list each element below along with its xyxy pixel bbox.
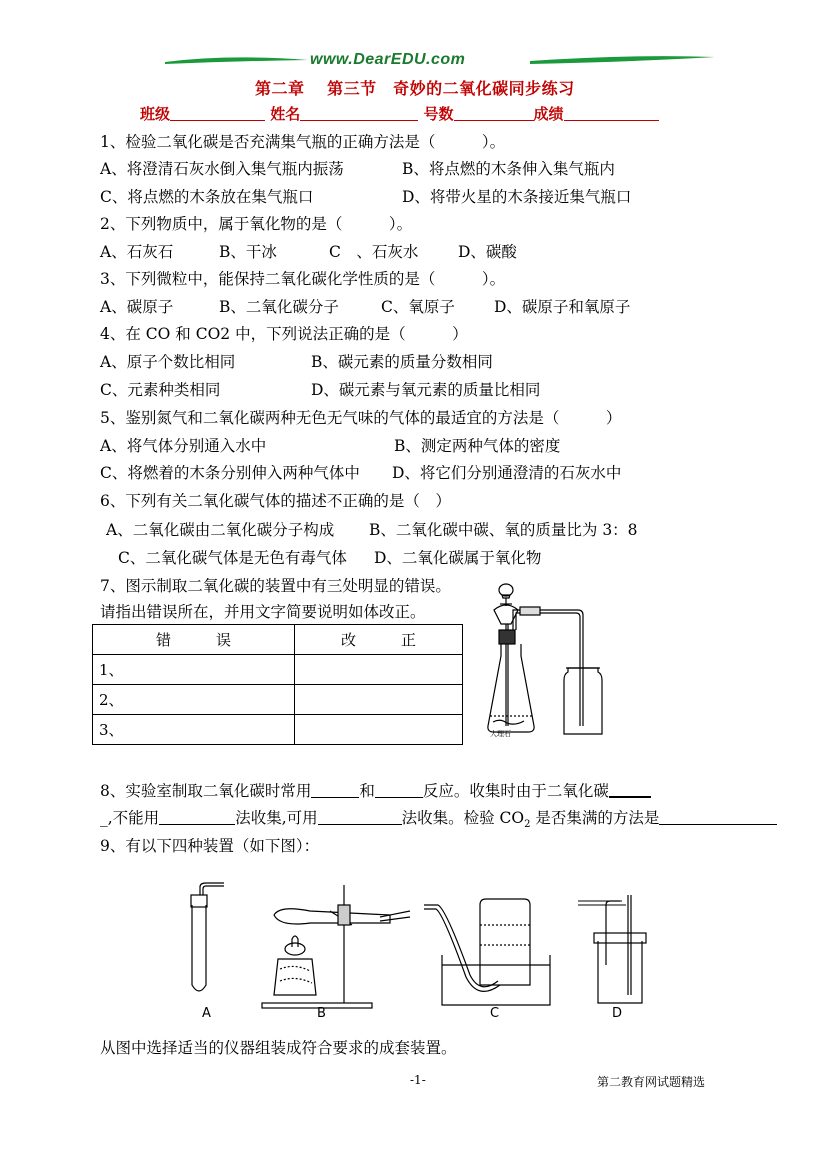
table-cell-error[interactable]: 2、: [93, 685, 295, 715]
site-banner: www.DearEDU.com: [310, 51, 466, 68]
question-4: 4、在 CO 和 CO2 中，下列说法正确的是（ ）: [100, 325, 468, 343]
class-label: 班级: [140, 105, 171, 123]
q8-text-4: _,不能用: [100, 809, 160, 827]
question-9: 9、有以下四种装置（如下图）：: [100, 837, 320, 855]
question-2: 2、下列物质中，属于氧化物的是（ ）。: [100, 215, 413, 233]
question-8-line-1: [100, 780, 651, 801]
q8-subscript: 2: [524, 819, 531, 831]
question-3: 3、下列微粒中，能保持二氧化碳化学性质的是（ ）。: [100, 270, 506, 288]
q1-option-a: A、将澄清石灰水倒入集气瓶内振荡: [100, 160, 344, 178]
table-header-correction: 改 正: [295, 625, 463, 655]
q3-option-b: B、二氧化碳分子: [219, 298, 339, 316]
number-label: 号数: [423, 105, 454, 123]
figure-label-c: C: [490, 1006, 500, 1021]
q8-blank-4[interactable]: [159, 808, 235, 825]
q8-blank-1[interactable]: [311, 781, 359, 798]
table-header-error: 错 误: [93, 625, 295, 655]
student-info-line: [140, 103, 659, 124]
table-cell-correction[interactable]: [295, 655, 463, 685]
q1-option-c: C、将点燃的木条放在集气瓶口: [100, 188, 314, 206]
footer-source: 第二教育网试题精选: [597, 1075, 706, 1089]
number-blank: [454, 104, 534, 121]
q2-option-b: B、干冰: [219, 243, 277, 261]
q2-option-d: D、碳酸: [458, 243, 517, 261]
score-blank: [564, 104, 659, 121]
q4-option-a: A、原子个数比相同: [100, 353, 236, 371]
q5-option-d: D、将它们分别通澄清的石灰水中: [392, 464, 622, 482]
q5-option-b: B、测定两种气体的密度: [394, 437, 561, 455]
table-cell-error[interactable]: 3、: [93, 715, 295, 745]
q3-option-a: A、碳原子: [100, 298, 174, 316]
name-blank: [300, 104, 418, 121]
figure-label-a: A: [202, 1006, 211, 1021]
q2-option-c: C 、石灰水: [329, 243, 419, 261]
name-label: 姓名: [270, 105, 301, 123]
error-table: [92, 624, 463, 745]
q2-option-a: A、石灰石: [100, 243, 174, 261]
apparatus-abcd-figure: [180, 865, 660, 1025]
question-5: 5、鉴别氮气和二氧化碳两种无色无气味的气体的最适宜的方法是（ ）: [100, 409, 622, 427]
question-7: 7、图示制取二氧化碳的装置中有三处明显的错误。: [100, 577, 451, 595]
q8-blank-2[interactable]: [375, 781, 423, 798]
q3-option-d: D、碳原子和氧原子: [494, 298, 631, 316]
q8-text-5: 法收集,可用: [235, 809, 318, 827]
page-title: 第二章 第三节 奇妙的二氧化碳同步练习: [255, 79, 575, 98]
table-header-row: [93, 625, 463, 655]
q1-option-d: D、将带火星的木条接近集气瓶口: [402, 188, 632, 206]
co2-apparatus-figure: [480, 576, 610, 746]
q8-text-7: 是否集满的方法是: [530, 809, 660, 827]
q8-blank-6[interactable]: [659, 808, 777, 825]
question-1: 1、检验二氧化碳是否充满集气瓶的正确方法是（ ）。: [100, 133, 506, 151]
question-7-instruction: 请指出错误所在，并用文字简要说明如体改正。: [100, 603, 426, 621]
table-row: [93, 685, 463, 715]
q6-option-a: A、二氧化碳由二氧化碳分子构成: [106, 521, 335, 539]
q4-option-c: C、元素种类相同: [100, 381, 221, 399]
q4-option-d: D、碳元素与氧元素的质量比相同: [311, 381, 541, 399]
table-cell-error[interactable]: 1、: [93, 655, 295, 685]
figure-label-d: D: [612, 1006, 623, 1021]
q5-option-a: A、将气体分别通入水中: [100, 437, 267, 455]
class-blank: [170, 104, 265, 121]
q8-text-1: 8、实验室制取二氧化碳时常用: [100, 782, 312, 800]
question-9-instruction: 从图中选择适当的仪器组装成符合要求的成套装置。: [100, 1039, 457, 1057]
q8-text-6: 法收集。检验 CO: [401, 809, 525, 827]
q1-option-b: B、将点燃的木条伸入集气瓶内: [402, 160, 615, 178]
table-cell-correction[interactable]: [295, 685, 463, 715]
page-number: -1-: [410, 1073, 426, 1087]
q8-blank-5[interactable]: [318, 808, 402, 825]
q6-option-c: C、二氧化碳气体是无色有毒气体: [118, 549, 347, 567]
q6-option-d: D、二氧化碳属于氧化物: [374, 549, 542, 567]
table-cell-correction[interactable]: [295, 715, 463, 745]
q4-option-b: B、碳元素的质量分数相同: [311, 353, 493, 371]
q8-text-2: 和: [359, 782, 375, 800]
flask-label: 大理石: [490, 730, 511, 738]
score-label: 成绩: [533, 105, 564, 123]
q8-blank-3[interactable]: [609, 780, 651, 798]
figure-label-b: B: [317, 1006, 326, 1021]
q5-option-c: C、将燃着的木条分别伸入两种气体中: [100, 464, 360, 482]
table-row: [93, 655, 463, 685]
question-8-line-2: [100, 808, 777, 835]
question-6: 6、下列有关二氧化碳气体的描述不正确的是（ ）: [100, 492, 451, 510]
table-row: [93, 715, 463, 745]
q6-option-b: B、二氧化碳中碳、氧的质量比为 3：8: [369, 521, 638, 539]
q8-text-3: 反应。收集时由于二氧化碳: [422, 782, 609, 800]
q3-option-c: C、氧原子: [381, 298, 455, 316]
